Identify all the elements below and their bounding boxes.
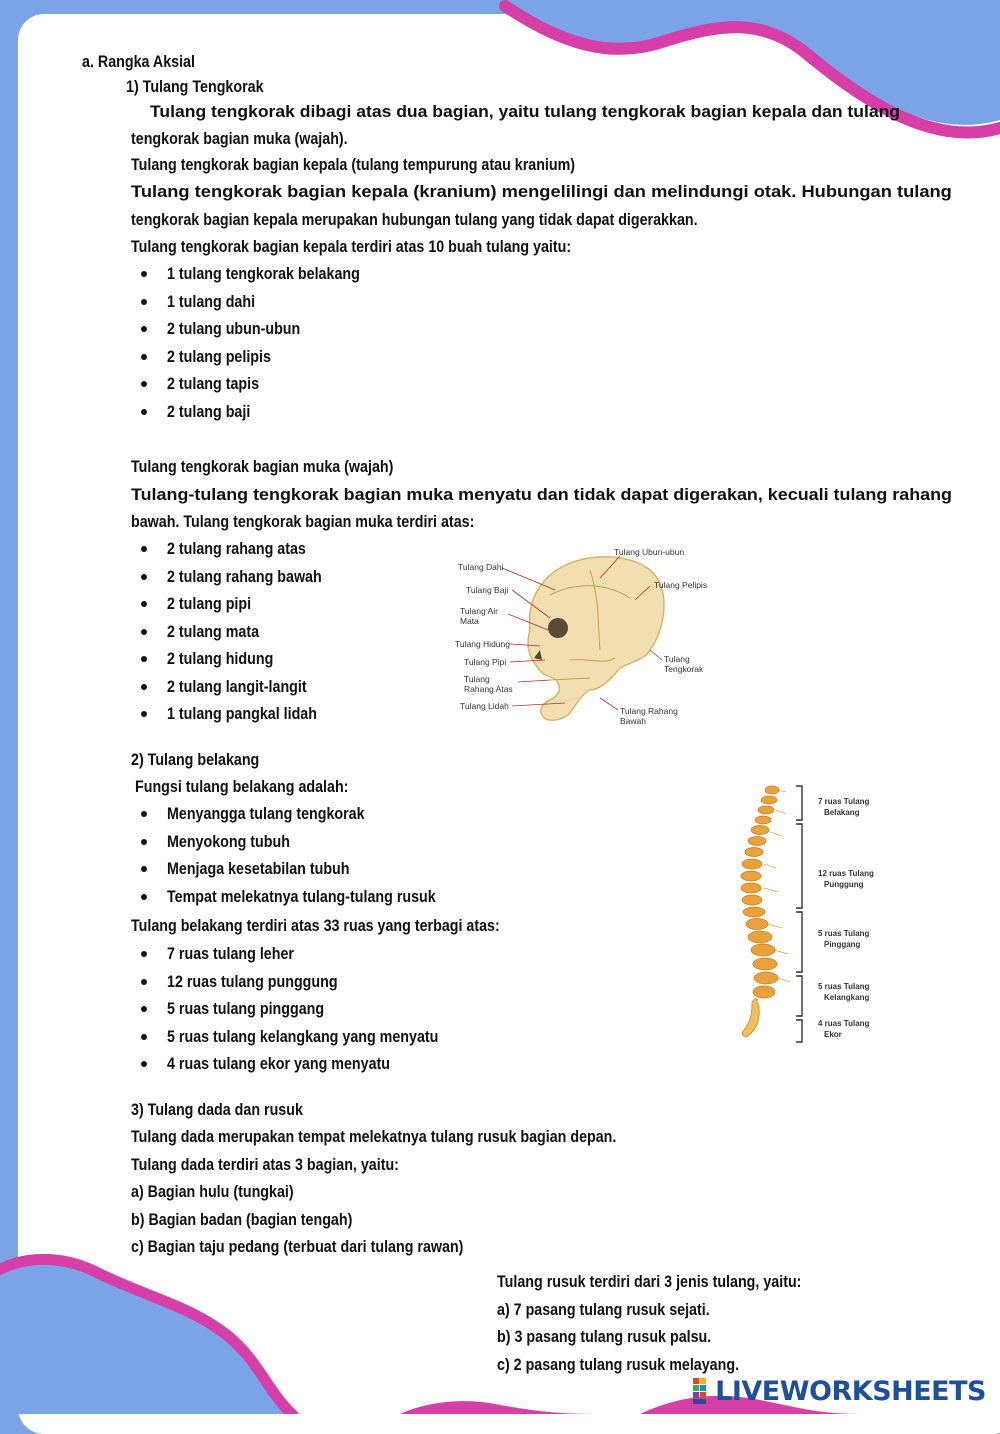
skull-label-air-mata-2: Mata [460,616,479,626]
spine-label-3b: Pinggang [824,940,861,949]
spine-label-2: 12 ruas Tulang [818,869,874,878]
kepala-count: Tulang tengkorak bagian kepala terdiri atas 10 buah tulang yaitu: [131,237,572,256]
skull-diagram [450,540,720,740]
skull-label-baji: Tulang Baji [466,585,509,595]
ruas-title: Tulang belakang terdiri atas 33 ruas yang terbagi atas: [131,916,500,935]
skull-label-rahang-bawah-2: Bawah [620,716,646,726]
rusuk-line-1: Tulang rusuk terdiri dari 3 jenis tulang, yaitu: [497,1272,802,1291]
muka-desc-line-1: Tulang-tulang tengkorak bagian muka menyatu dan tidak dapat digerakan, kecuali tulang rahang [131,485,953,504]
spine-label-1b: Belakang [824,808,860,817]
rusuk-line-2: a) 7 pasang tulang rusuk sejati. [497,1300,710,1319]
spine-label-5b: Ekor [824,1030,842,1039]
skull-label-hidung: Tulang Hidung [455,639,510,649]
section-heading: a. Rangka Aksial [82,52,195,71]
dada-line-3: a) Bagian hulu (tungkai) [131,1182,294,1201]
rusuk-line-4: c) 2 pasang tulang rusuk melayang. [497,1355,740,1374]
liveworksheets-brand [693,1376,986,1406]
dada-line-1: Tulang dada merupakan tempat melekatnya tulang rusuk bagian depan. [131,1127,617,1146]
kepala-desc-line-2: tengkorak bagian kepala merupakan hubungan tulang yang tidak dapat digerakkan. [131,210,698,229]
spine-label-1: 7 ruas Tulang [818,797,870,806]
skull-label-rahang-atas-2: Rahang Atas [464,684,513,694]
skull-label-rahang-atas: Tulang [464,674,490,684]
dada-line-4: b) Bagian badan (bagian tengah) [131,1210,353,1229]
spine-label-4b: Kelangkang [824,993,870,1002]
skull-label-ubun: Tulang Ubun-ubun [614,547,685,557]
skull-label-tengkorak-2: Tengkorak [664,664,704,674]
brand-text: LIVEWORKSHEETS [715,1375,986,1407]
skull-label-tengkorak: Tulang [664,654,690,664]
subsection-title-dada: 3) Tulang dada dan rusuk [131,1100,303,1119]
dada-line-2: Tulang dada terdiri atas 3 bagian, yaitu: [131,1155,399,1174]
skull-label-pelipis: Tulang Pelipis [654,580,708,590]
skull-label-pipi: Tulang Pipi [464,657,507,667]
spine-label-3: 5 ruas Tulang [818,929,870,938]
liveworksheets-logo-icon [693,1378,715,1404]
skull-label-air-mata: Tulang Air [460,606,498,616]
spine-label-2b: Punggung [824,880,864,889]
spine-label-4: 5 ruas Tulang [818,982,870,991]
spine-label-5: 4 ruas Tulang [818,1019,870,1028]
rusuk-line-3: b) 3 pasang tulang rusuk palsu. [497,1327,712,1346]
skull-label-lidah: Tulang Lidah [460,701,509,711]
muka-title: Tulang tengkorak bagian muka (wajah) [131,457,394,476]
fungsi-title: Fungsi tulang belakang adalah: [135,777,349,796]
skull-label-rahang-bawah: Tulang Rahang [620,706,678,716]
intro-line-1: Tulang tengkorak dibagi atas dua bagian, yaitu tulang tengkorak bagian kepala dan tulang [150,102,901,121]
intro-line-2: tengkorak bagian muka (wajah). [131,129,348,148]
dada-line-5: c) Bagian taju pedang (terbuat dari tulang rawan) [131,1237,464,1256]
kepala-desc-line-1: Tulang tengkorak bagian kepala (kranium) mengelilingi dan melindungi otak. Hubungan tulang [131,182,952,201]
spine-diagram [716,780,898,1045]
skull-label-dahi: Tulang Dahi [458,562,504,572]
kepala-title: Tulang tengkorak bagian kepala (tulang tempurung atau kranium) [131,155,576,174]
subsection-title-belakang: 2) Tulang belakang [131,750,260,769]
muka-desc-line-2: bawah. Tulang tengkorak bagian muka terdiri atas: [131,512,475,531]
subsection-title-tengkorak: 1) Tulang Tengkorak [126,77,264,96]
